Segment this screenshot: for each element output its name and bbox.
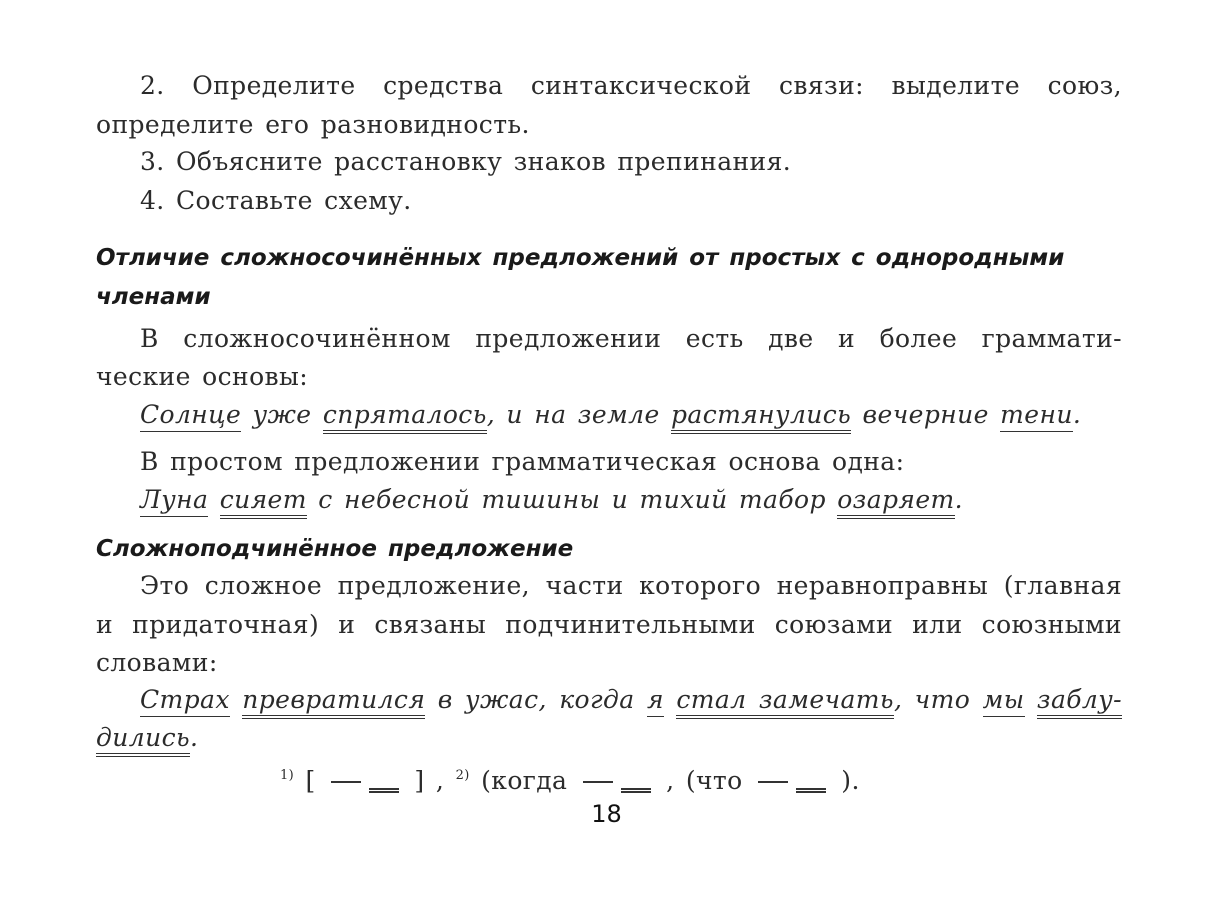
section-2-heading: Сложноподчинённое предложение (96, 536, 574, 562)
example-word: вечерние (862, 400, 989, 429)
predicate-underline: озаряет (837, 485, 954, 519)
example-complex-sentence-line-1 (140, 684, 1122, 716)
predicate-underline: заблу- (1037, 685, 1122, 719)
subordinate-clause-open: (что (685, 766, 743, 795)
predicate-underline: растянулись (671, 400, 851, 434)
section-2-paragraph-line-3: словами: (96, 648, 218, 677)
example-word: . (1072, 400, 1082, 429)
scheme-comma: , (435, 766, 445, 795)
step-4: 4. Составьте схему. (140, 186, 412, 215)
example-complex-sentence-line-2 (96, 722, 1122, 754)
subject-underline: Луна (140, 485, 208, 517)
step-2-line-1: 2. Определите средства синтаксической связи: выделите союз, (140, 71, 1122, 100)
subordinate-clause-close: ). (841, 766, 860, 795)
predicate-underline: сияет (220, 485, 307, 519)
section-1-heading-line-1: Отличие сложносочинённых предложений от простых с однородными (96, 245, 1065, 271)
main-clause-close-bracket: ] (414, 766, 425, 795)
section-1-paragraph-line-1: В сложносочинённом предложении есть две и более граммати- (140, 324, 1122, 353)
example-compound-sentence (140, 399, 1122, 431)
section-2-paragraph-line-1: Это сложное предложение, части которого неравноправны (главная (140, 571, 1122, 600)
step-3: 3. Объясните расстановку знаков препинания. (140, 147, 792, 176)
predicate-line-mark (621, 788, 651, 793)
clause-number: 1) (280, 768, 295, 783)
example-word: . (954, 485, 964, 514)
page-number: 18 (591, 800, 622, 828)
subject-underline: я (647, 685, 664, 717)
main-clause-open-bracket: [ (305, 766, 316, 795)
scheme-comma: , (666, 766, 675, 795)
sentence-scheme (280, 760, 980, 797)
subject-underline: тени (1000, 400, 1073, 432)
predicate-underline: стал замечать (676, 685, 894, 719)
section-2-paragraph-line-2: и придаточная) и связаны подчинительными союзами или союзными (96, 610, 1122, 639)
section-1-paragraph-2: В простом предложении грамматическая основа одна: (140, 447, 905, 476)
example-word: , что (893, 685, 971, 714)
subordinate-clause-open: (когда (481, 766, 568, 795)
example-word: уже (252, 400, 312, 429)
subject-line-mark (583, 781, 613, 783)
predicate-underline: спряталось (323, 400, 487, 434)
example-word: с небесной тишины и тихий табор (318, 485, 826, 514)
step-2-line-2: определите его разновидность. (96, 110, 530, 139)
subject-underline: Страх (140, 685, 230, 717)
subject-line-mark (758, 781, 788, 783)
section-1-paragraph-line-2: ческие основы: (96, 362, 309, 391)
predicate-underline: дились (96, 723, 190, 757)
example-word: , и на земле (486, 400, 660, 429)
predicate-underline: превратился (242, 685, 425, 719)
clause-number: 2) (455, 768, 470, 783)
example-word: в ужас, когда (437, 685, 635, 714)
subject-underline: мы (983, 685, 1025, 717)
predicate-line-mark (796, 788, 826, 793)
section-1-heading-line-2: членами (96, 284, 211, 310)
example-word: . (189, 723, 199, 752)
example-simple-sentence (140, 484, 1122, 516)
predicate-line-mark (369, 788, 399, 793)
subject-underline: Солнце (140, 400, 241, 432)
subject-line-mark (331, 781, 361, 783)
